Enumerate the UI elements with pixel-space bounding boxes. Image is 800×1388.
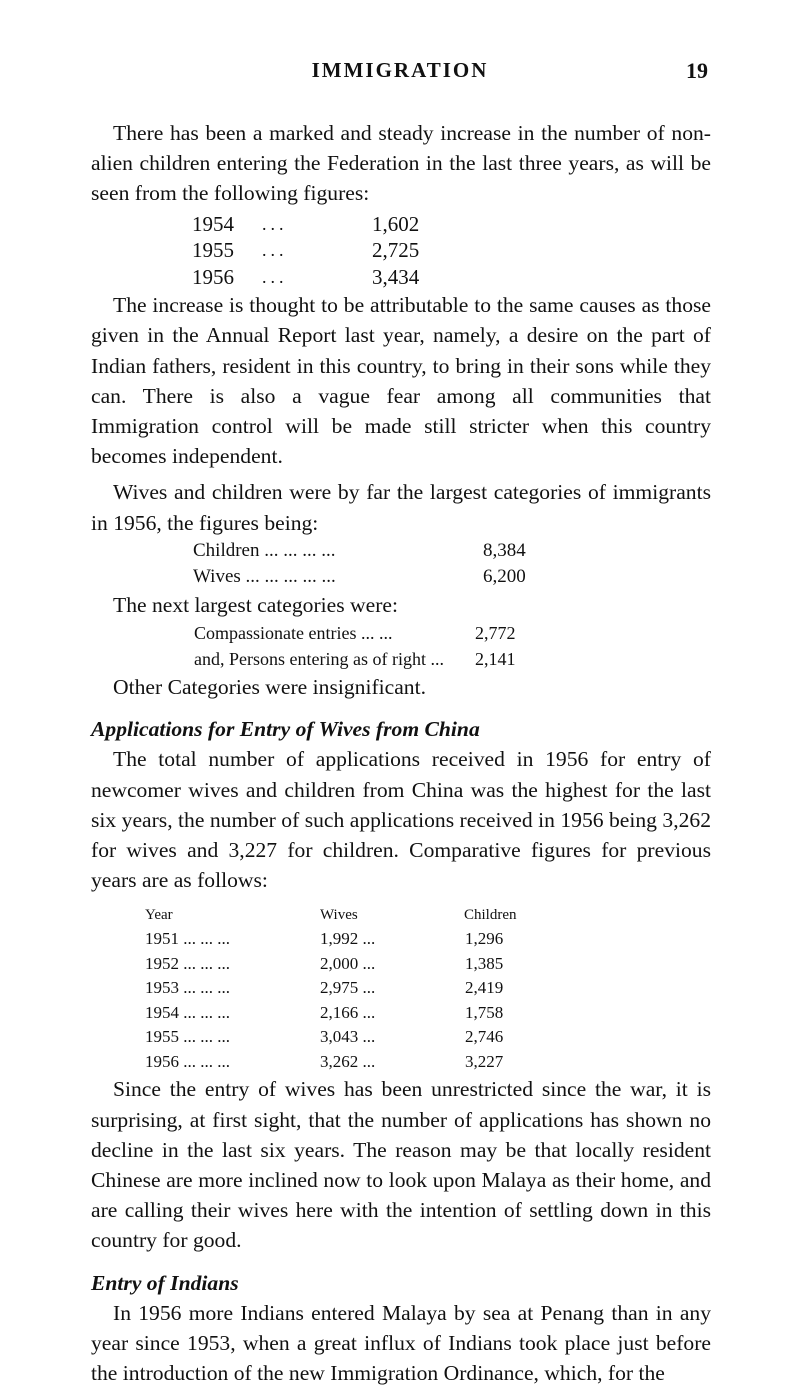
cell-wives: 1,992 ... [320, 929, 376, 949]
category-label: Children ... ... ... ... [193, 539, 336, 561]
applications-table [91, 903, 711, 1074]
category-value: 8,384 [483, 539, 526, 561]
figure-value: 3,434 [372, 264, 420, 289]
paragraph-causes: The increase is thought to be attributable to the same causes as those given in the Annual Report last year, namely, a desire on the part of Indian fathers, resident in this country, to bring in their sons while they can. There is also a vague fear among all communities that Immigration control will be made still stricter when this country becomes independent. [91, 293, 711, 469]
cell-year: 1951 ... ... ... [145, 929, 230, 949]
table-row [91, 1001, 711, 1026]
table-row [91, 1025, 711, 1050]
section-heading-wives-china: Applications for Entry of Wives from China [91, 717, 480, 742]
paragraph-applications: The total number of applications received in 1956 for entry of newcomer wives and children from China was the highest for the last six years, the number of such applications received in 1956 being 3,262 for wives and 3,227 for children. Comparative figures for previous years are as follows: [91, 747, 711, 893]
figure-leader: ... [262, 266, 288, 287]
category-row [91, 620, 711, 646]
applications-table-header [91, 903, 711, 927]
figure-year: 1956 [192, 264, 234, 289]
section-heading-indians: Entry of Indians [91, 1270, 239, 1295]
cell-children: 2,419 [465, 978, 504, 998]
children-figures-table [91, 211, 711, 291]
table-row [91, 952, 711, 977]
category-label: Compassionate entries ... ... [194, 622, 393, 643]
category-row [91, 646, 711, 672]
category-value: 6,200 [483, 565, 526, 587]
category-label: and, Persons entering as of right ... [194, 648, 444, 669]
cell-wives: 3,262 ... [320, 1051, 376, 1071]
paragraph-next-categories: The next largest categories were: [113, 592, 398, 617]
page-body [91, 118, 711, 1388]
figure-value: 1,602 [372, 211, 420, 236]
page-number: 19 [686, 58, 708, 83]
cell-children: 1,758 [465, 1002, 504, 1022]
category-value: 2,141 [475, 648, 516, 669]
table-row [91, 976, 711, 1001]
next-categories-table [91, 620, 711, 672]
column-header-wives: Wives [320, 907, 358, 924]
cell-year: 1952 ... ... ... [145, 953, 230, 973]
cell-year: 1954 ... ... ... [145, 1002, 230, 1022]
cell-wives: 2,975 ... [320, 978, 376, 998]
figure-year: 1954 [192, 211, 234, 236]
figure-value: 2,725 [372, 238, 420, 263]
column-header-children: Children [464, 907, 517, 924]
category-value: 2,772 [475, 622, 516, 643]
category-row [91, 538, 711, 564]
table-row [91, 1050, 711, 1075]
category-label: Wives ... ... ... ... ... [193, 565, 336, 587]
cell-children: 1,385 [465, 953, 504, 973]
paragraph-indians-penang: In 1956 more Indians entered Malaya by sea at Penang than in any year since 1953, when a great influx of Indians took place just before the introduction of the new Immigration Ordinance, which, for the [91, 1300, 711, 1386]
cell-year: 1953 ... ... ... [145, 978, 230, 998]
cell-wives: 3,043 ... [320, 1027, 376, 1047]
cell-children: 2,746 [465, 1027, 504, 1047]
children-figures-row [91, 211, 711, 238]
cell-children: 3,227 [465, 1051, 504, 1071]
table-row [91, 927, 711, 952]
running-title: IMMIGRATION [311, 58, 489, 82]
paragraph-children-increase: There has been a marked and steady increase in the number of non-alien children entering the Federation in the last three years, as will be seen from the following figures: [91, 121, 711, 206]
cell-wives: 2,000 ... [320, 953, 376, 973]
paragraph-unrestricted-entry: Since the entry of wives has been unrestricted since the war, it is surprising, at first sight, that the number of applications has shown no decline in the last six years. The reason may be that locally resident Chinese are more inclined now to look upon Malaya as their home, and are calling their wives here with the intention of settling down in this country for good. [91, 1077, 711, 1253]
cell-year: 1956 ... ... ... [145, 1051, 230, 1071]
children-figures-row [91, 237, 711, 264]
cell-wives: 2,166 ... [320, 1002, 376, 1022]
cell-children: 1,296 [465, 929, 504, 949]
largest-categories-table [91, 538, 711, 590]
figure-leader: ... [262, 240, 288, 261]
column-header-year: Year [145, 907, 173, 924]
category-row [91, 564, 711, 590]
cell-year: 1955 ... ... ... [145, 1027, 230, 1047]
paragraph-other-categories: Other Categories were insignificant. [113, 674, 427, 699]
paragraph-largest-categories: Wives and children were by far the largest categories of immigrants in 1956, the figures being: [91, 480, 711, 535]
figure-year: 1955 [192, 238, 234, 263]
figure-leader: ... [262, 213, 288, 234]
children-figures-row [91, 264, 711, 291]
page-header [0, 58, 800, 98]
